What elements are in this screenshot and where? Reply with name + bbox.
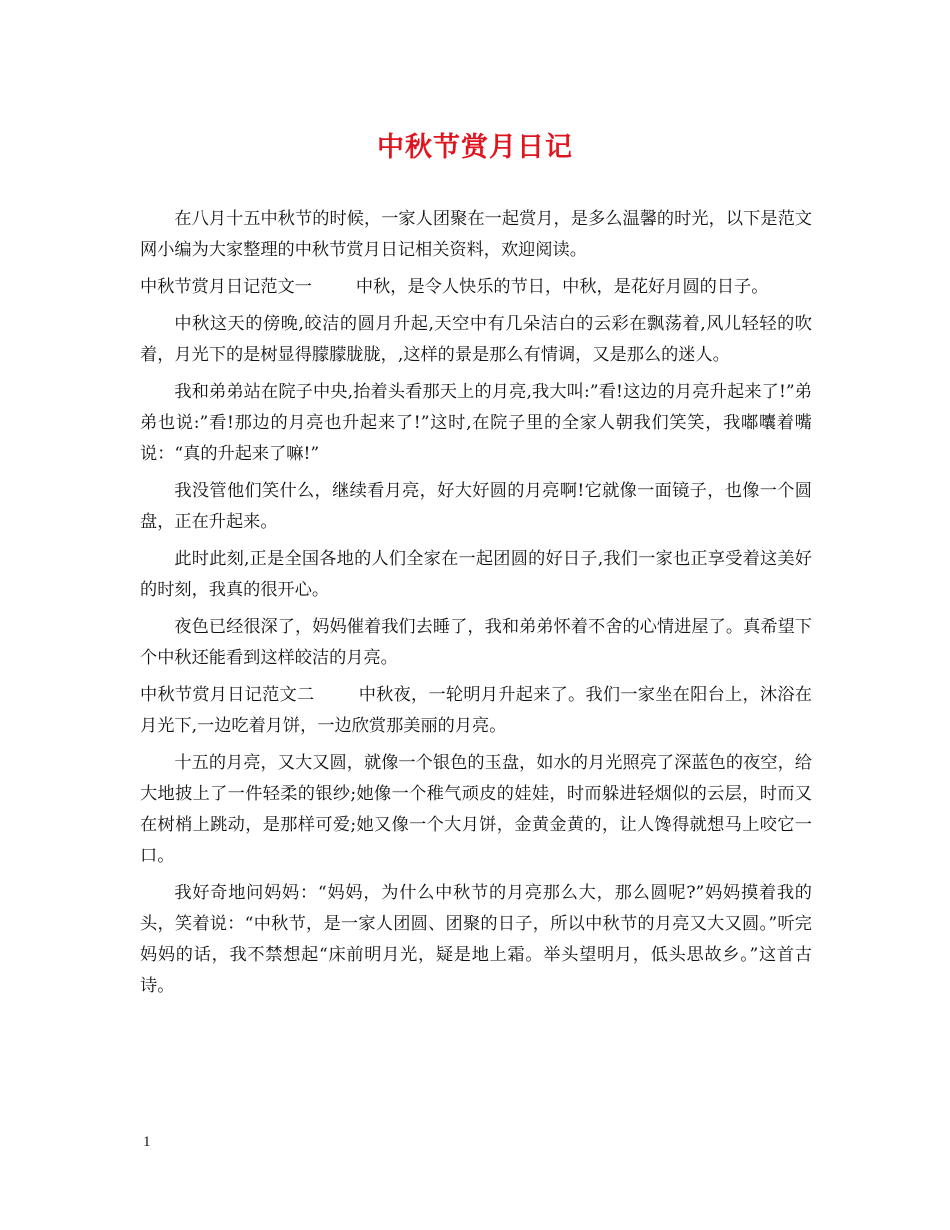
section-two-line xyxy=(140,680,812,742)
document-body xyxy=(140,204,812,1008)
body-paragraph: 我好奇地问妈妈：“妈妈，为什么中秋节的月亮那么大，那么圆呢?”妈妈摸着我的头，笑着说：“中秋节，是一家人团圆、团聚的日子，所以中秋节的月亮又大又圆。”听完妈妈的话，我不禁想起“床前明月光，疑是地上霜。举头望明月，低头思故乡。”这首古诗。 xyxy=(140,883,812,996)
body-paragraph: 十五的月亮，又大又圆，就像一个银色的玉盘，如水的月光照亮了深蓝色的夜空，给大地披上了一件轻柔的银纱;她像一个稚气顽皮的娃娃，时而躲进轻烟似的云层，时而又在树梢上跳动，是那样可爱;她又像一个大月饼，金黄金黄的，让人馋得就想马上咬它一口。 xyxy=(140,753,812,866)
section-one-lead: 中秋，是令人快乐的节日，中秋，是花好月圆的日子。 xyxy=(355,277,769,297)
section-one-line xyxy=(140,272,812,303)
body-paragraph: 中秋这天的傍晚,皎洁的圆月升起,天空中有几朵洁白的云彩在飘荡着,风儿轻轻的吹着，月光下的是树显得朦朦胧胧，,这样的景是那么有情调，又是那么的迷人。 xyxy=(140,314,812,365)
page-number: 1 xyxy=(143,1134,151,1150)
body-paragraph: 我和弟弟站在院子中央,抬着头看那天上的月亮,我大叫:”看!这边的月亮升起来了!”弟弟也说:”看!那边的月亮也升起来了!”这时,在院子里的全家人朝我们笑笑，我嘟囔着嘴说：“真的升起来了嘛!” xyxy=(140,382,812,464)
document-title: 中秋节赏月日记 xyxy=(377,132,573,163)
body-paragraph: 我没管他们笑什么，继续看月亮，好大好圆的月亮啊!它就像一面镜子，也像一个圆盘，正在升起来。 xyxy=(140,481,812,532)
section-one-heading: 中秋节赏月日记范文一 xyxy=(140,277,312,297)
section-two-heading: 中秋节赏月日记范文二 xyxy=(140,685,315,705)
section-two-lead: 中秋夜，一轮明月升起来了。我们一家坐在阳台上，沐浴在月光下,一边吃着月饼，一边欣赏那美丽的月亮。 xyxy=(140,685,812,736)
intro-paragraph: 在八月十五中秋节的时候，一家人团聚在一起赏月，是多么温馨的时光，以下是范文网小编为大家整理的中秋节赏月日记相关资料，欢迎阅读。 xyxy=(140,209,812,260)
body-paragraph: 此时此刻,正是全国各地的人们全家在一起团圆的好日子,我们一家也正享受着这美好的时刻，我真的很开心。 xyxy=(140,549,812,600)
body-paragraph: 夜色已经很深了，妈妈催着我们去睡了，我和弟弟怀着不舍的心情进屋了。真希望下个中秋还能看到这样皎洁的月亮。 xyxy=(140,617,812,668)
